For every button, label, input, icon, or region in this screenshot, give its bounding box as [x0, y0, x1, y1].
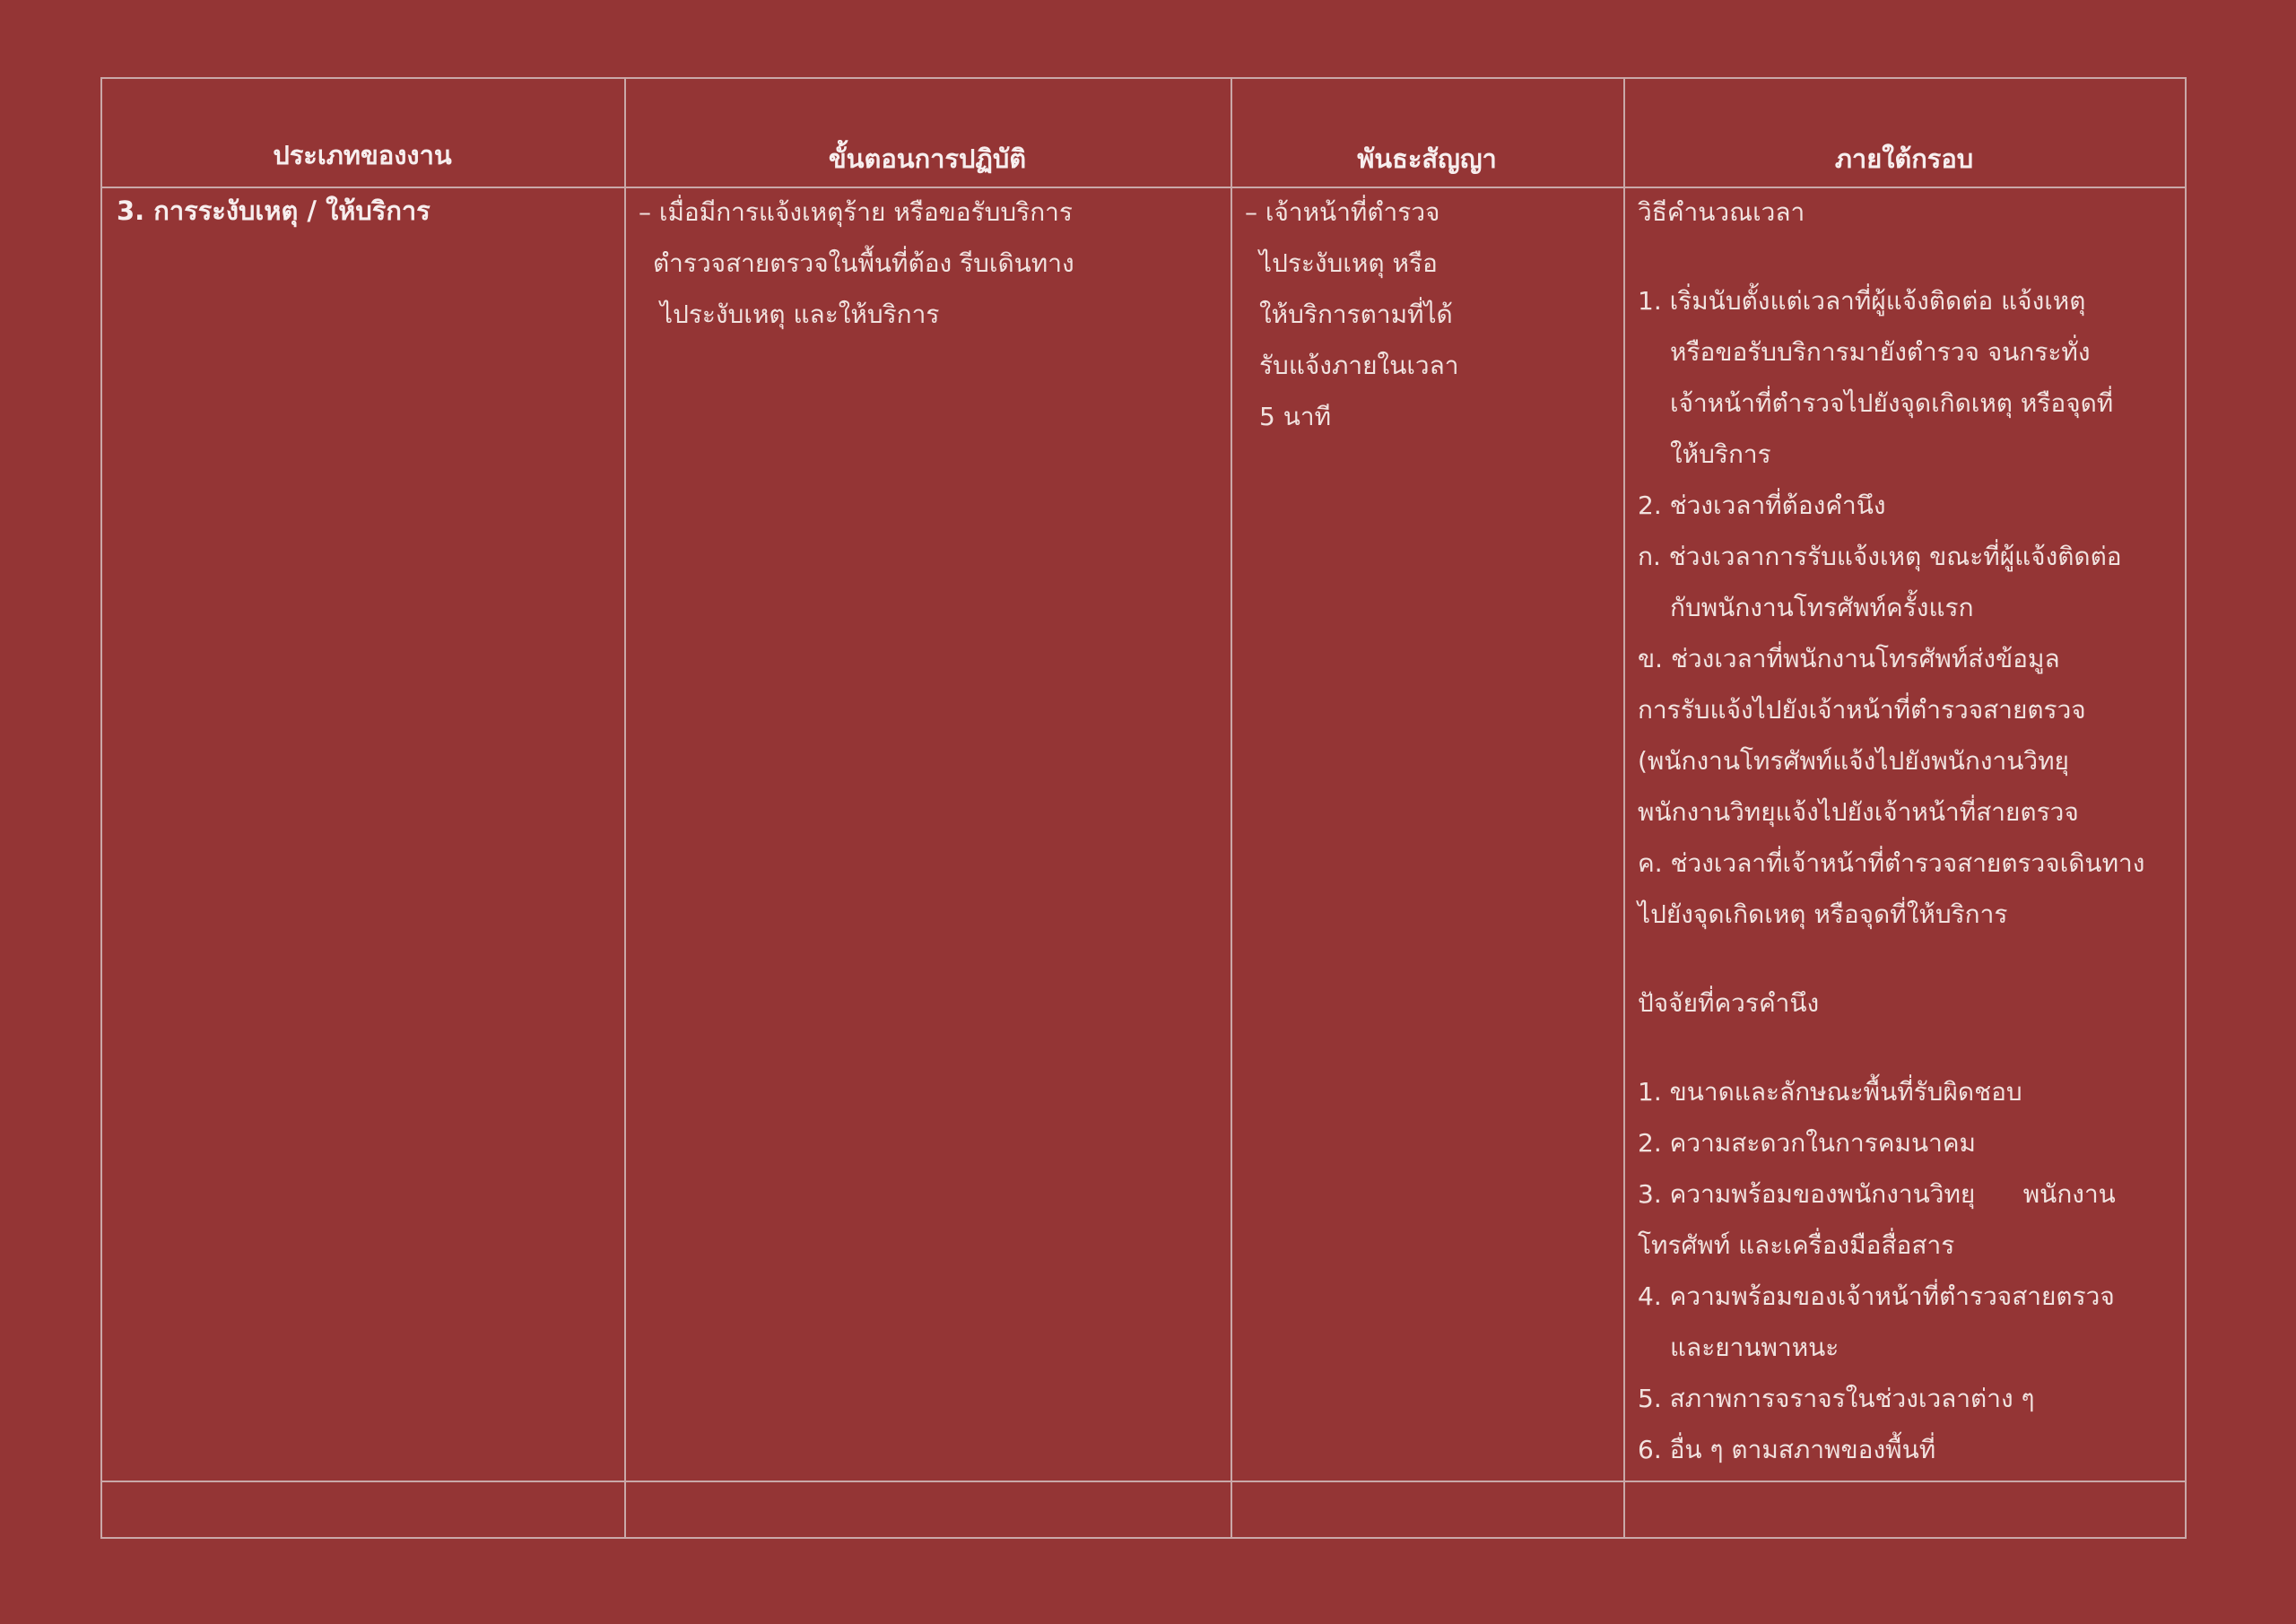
- commitment-line: ให้บริการตามที่ได้: [1259, 300, 1453, 329]
- steps-line: ไประงับเหตุ และให้บริการ: [660, 300, 940, 329]
- method-item: พนักงานวิทยุแจ้งไปยังเจ้าหน้าที่สายตรวจ: [1638, 797, 2079, 827]
- header-framework: ภายใต้กรอบ: [1834, 143, 1974, 174]
- column-divider-1: [624, 77, 626, 1539]
- factor-item: 5. สภาพการจราจรในช่วงเวลาต่าง ๆ: [1638, 1384, 2035, 1413]
- header-commitment: พันธะสัญญา: [1357, 143, 1497, 174]
- factor-item: 6. อื่น ๆ ตามสภาพของพื้นที่: [1638, 1435, 1936, 1464]
- row-type: 3. การระงับเหตุ / ให้บริการ: [117, 195, 430, 226]
- method-title: วิธีคำนวณเวลา: [1638, 197, 1805, 227]
- method-item: เจ้าหน้าที่ตำรวจไปยังจุดเกิดเหตุ หรือจุดที่: [1670, 388, 2114, 418]
- table-border-left: [100, 77, 102, 1539]
- row-framework: [1638, 187, 2144, 1475]
- method-item: การรับแจ้งไปยังเจ้าหน้าที่ตำรวจสายตรวจ: [1638, 695, 2086, 725]
- method-item: 2. ช่วงเวลาที่ต้องคำนึง: [1638, 491, 1886, 520]
- commitment-line: – เจ้าหน้าที่ตำรวจ: [1245, 197, 1440, 227]
- row-divider: [100, 1481, 2187, 1482]
- factor-item: 3. ความพร้อมของพนักงานวิทยุ พนักงาน: [1638, 1179, 2116, 1209]
- method-item: (พนักงานโทรศัพท์แจ้งไปยังพนักงานวิทยุ: [1638, 746, 2069, 776]
- method-item: ค. ช่วงเวลาที่เจ้าหน้าที่ตำรวจสายตรวจเดินทาง: [1638, 848, 2145, 878]
- table-border-bottom: [100, 1537, 2187, 1539]
- method-item: หรือขอรับบริการมายังตำรวจ จนกระทั่ง: [1670, 337, 2091, 367]
- factor-item: 1. ขนาดและลักษณะพื้นที่รับผิดชอบ: [1638, 1077, 2022, 1107]
- steps-line: – เมื่อมีการแจ้งเหตุร้าย หรือขอรับบริการ: [639, 197, 1073, 227]
- commitment-line: ไประงับเหตุ หรือ: [1259, 248, 1438, 278]
- row-steps: [639, 187, 1074, 340]
- factor-item: โทรศัพท์ และเครื่องมือสื่อสาร: [1638, 1230, 1955, 1260]
- factors-title: ปัจจัยที่ควรคำนึง: [1638, 988, 1820, 1018]
- table-border-right: [2185, 77, 2187, 1539]
- method-item: กับพนักงานโทรศัพท์ครั้งแรก: [1670, 593, 1974, 622]
- header-type: ประเภทของงาน: [273, 140, 452, 170]
- method-item: ให้บริการ: [1670, 439, 1771, 469]
- method-item: 1. เริ่มนับตั้งแต่เวลาที่ผู้แจ้งติดต่อ แจ้งเหตุ: [1638, 286, 2086, 316]
- commitment-line: 5 นาที: [1259, 402, 1332, 431]
- column-divider-3: [1623, 77, 1625, 1539]
- factor-item: และยานพาหนะ: [1670, 1333, 1839, 1362]
- row-commitment: [1245, 187, 1459, 442]
- method-item: ข. ช่วงเวลาที่พนักงานโทรศัพท์ส่งข้อมูล: [1638, 644, 2060, 673]
- header-steps: ขั้นตอนการปฏิบัติ: [828, 143, 1027, 174]
- factor-item: 4. ความพร้อมของเจ้าหน้าที่ตำรวจสายตรวจ: [1638, 1281, 2115, 1311]
- column-divider-2: [1231, 77, 1232, 1539]
- method-item: ก. ช่วงเวลาการรับแจ้งเหตุ ขณะที่ผู้แจ้งติดต่อ: [1638, 542, 2122, 571]
- table-border-top: [100, 77, 2187, 79]
- factor-item: 2. ความสะดวกในการคมนาคม: [1638, 1128, 1977, 1158]
- method-item: ไปยังจุดเกิดเหตุ หรือจุดที่ให้บริการ: [1638, 899, 2008, 929]
- service-standards-table: [100, 77, 2187, 1539]
- commitment-line: รับแจ้งภายในเวลา: [1259, 351, 1459, 380]
- steps-line: ตำรวจสายตรวจในพื้นที่ต้อง รีบเดินทาง: [653, 248, 1074, 278]
